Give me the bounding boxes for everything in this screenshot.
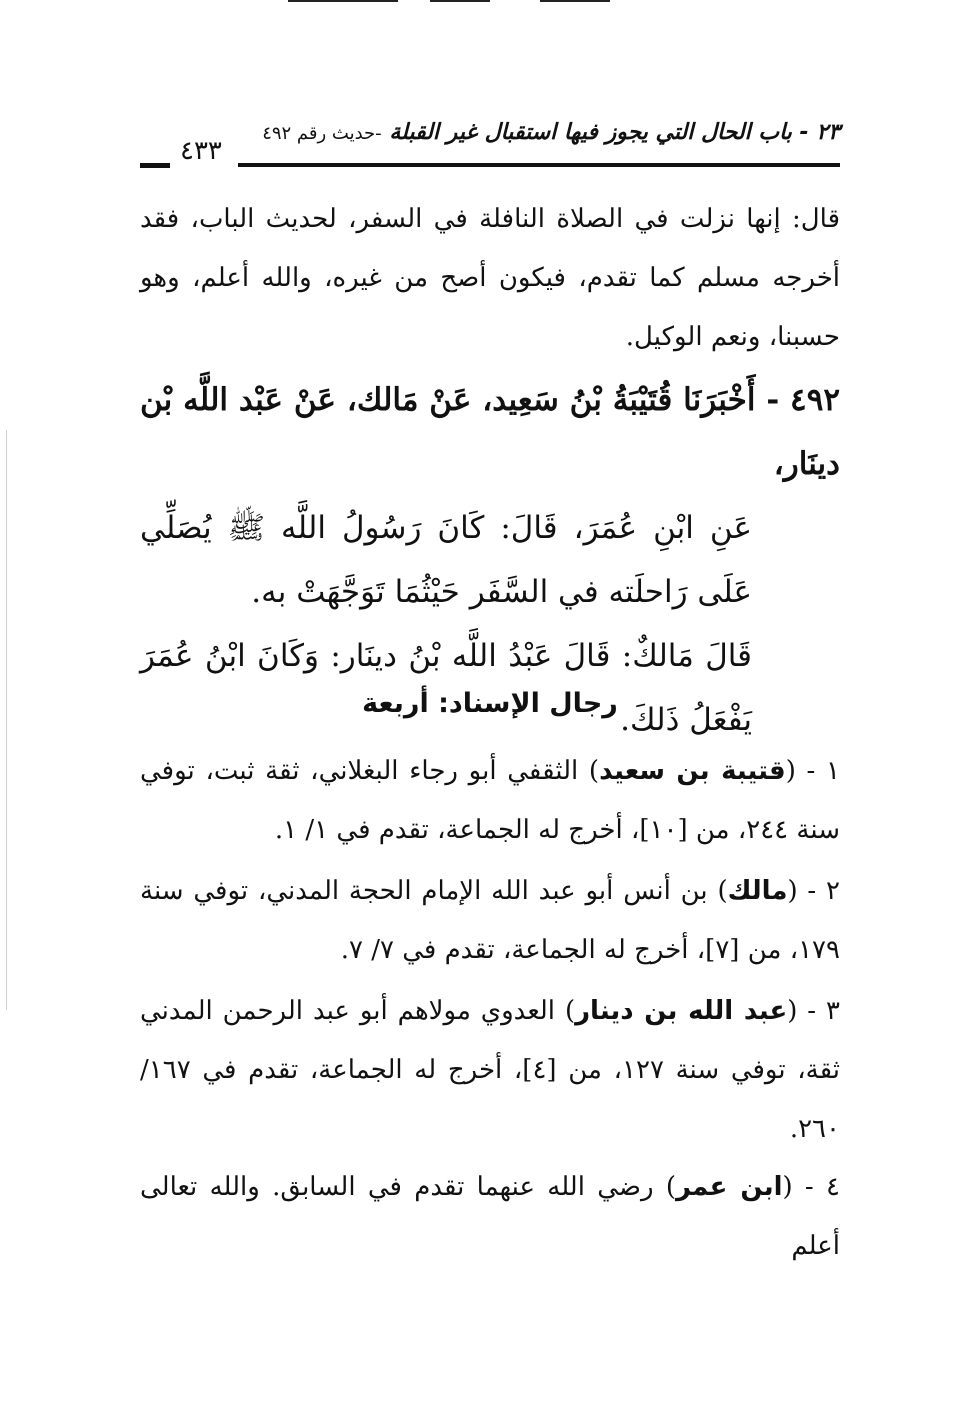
narrator-description: بن أنس أبو عبد الله الإمام الحجة المدني، توفي سنة ١٧٩، من [٧]، أخرج له الجماعة، تقدم في ٧/ ٧.: [140, 876, 840, 965]
narrator-name: عبد الله بن دينار: [575, 996, 788, 1026]
hadith-addition: قَالَ مَالكٌ: قَالَ عَبْدُ اللَّه بْنُ دينَار: وَكَانَ ابْنُ عُمَرَ يَفْعَلُ ذَلكَ.: [140, 638, 752, 738]
narrator-name: ابن عمر: [675, 1172, 783, 1202]
narrator-entry: [140, 742, 840, 860]
entry-prefix: ٢ - (: [787, 876, 840, 906]
narrator-name: قتيبة بن سعيد: [599, 756, 786, 786]
narrator-description: رضي الله عنهما تقدم في السابق. والله تعالى أعلم: [140, 1172, 840, 1261]
header-rule: [238, 163, 840, 167]
page-number: ٤٣٣: [180, 136, 222, 166]
entry-suffix: ): [665, 1172, 676, 1202]
scan-edge-line: [6, 430, 7, 1010]
hadith-text: عَنِ ابْنِ عُمَرَ، قَالَ: كَانَ رَسُولُ اللَّه ﷺ يُصَلِّي عَلَى رَاحلَته في السَّفَر حَيْثُمَا تَوَجَّهَتْ به.: [140, 510, 752, 610]
entry-suffix: ): [717, 876, 728, 906]
entry-prefix: ٣ - (: [787, 996, 840, 1026]
entry-suffix: ): [588, 756, 600, 786]
section-heading: رجال الإسناد: أربعة: [362, 688, 618, 719]
scan-artifact-line: [430, 0, 490, 2]
narrator-entry: [140, 1158, 840, 1276]
scan-artifact-line: [288, 0, 398, 2]
entry-prefix: ٤ - (: [782, 1172, 840, 1202]
narrator-name: مالك: [727, 876, 788, 906]
hadith-line-1: [140, 368, 840, 496]
narrator-entry: [140, 982, 840, 1159]
entry-suffix: ): [564, 996, 576, 1026]
header-rule-short: [140, 163, 170, 168]
intro-paragraph: قال: إنها نزلت في الصلاة النافلة في السفر، لحديث الباب، فقد أخرجه مسلم كما تقدم، فيكون أصح من غيره، والله أعلم، وهو حسبنا، ونعم الوكيل.: [140, 204, 841, 352]
hadith-reference: -حديث رقم ٤٩٢: [262, 123, 382, 144]
narrator-description: العدوي مولاهم أبو عبد الرحمن المدني ثقة، توفي سنة ١٢٧، من [٤]، أخرج له الجماعة، تقدم في ١٦٧/ ٢٦٠.: [140, 996, 840, 1144]
hadith-number: ٤٩٢ -: [766, 382, 840, 418]
narrator-entry: [140, 862, 840, 980]
narrator-description: الثقفي أبو رجاء البغلاني، ثقة ثبت، توفي سنة ٢٤٤، من [١٠]، أخرج له الجماعة، تقدم في ١/ ١.: [140, 756, 840, 845]
scan-artifact-line: [540, 0, 610, 2]
page-header: [140, 118, 840, 178]
entry-prefix: ١ - (: [785, 756, 840, 786]
running-title: [262, 120, 840, 145]
chapter-title: ٢٣ - باب الحال التي يجوز فيها استقبال غير القبلة: [389, 120, 840, 145]
hadith-chain: أَخْبَرَنَا قُتَيْبَةُ بْنُ سَعِيد، عَنْ مَالك، عَنْ عَبْد اللَّه بْن دينَار،: [140, 382, 840, 482]
